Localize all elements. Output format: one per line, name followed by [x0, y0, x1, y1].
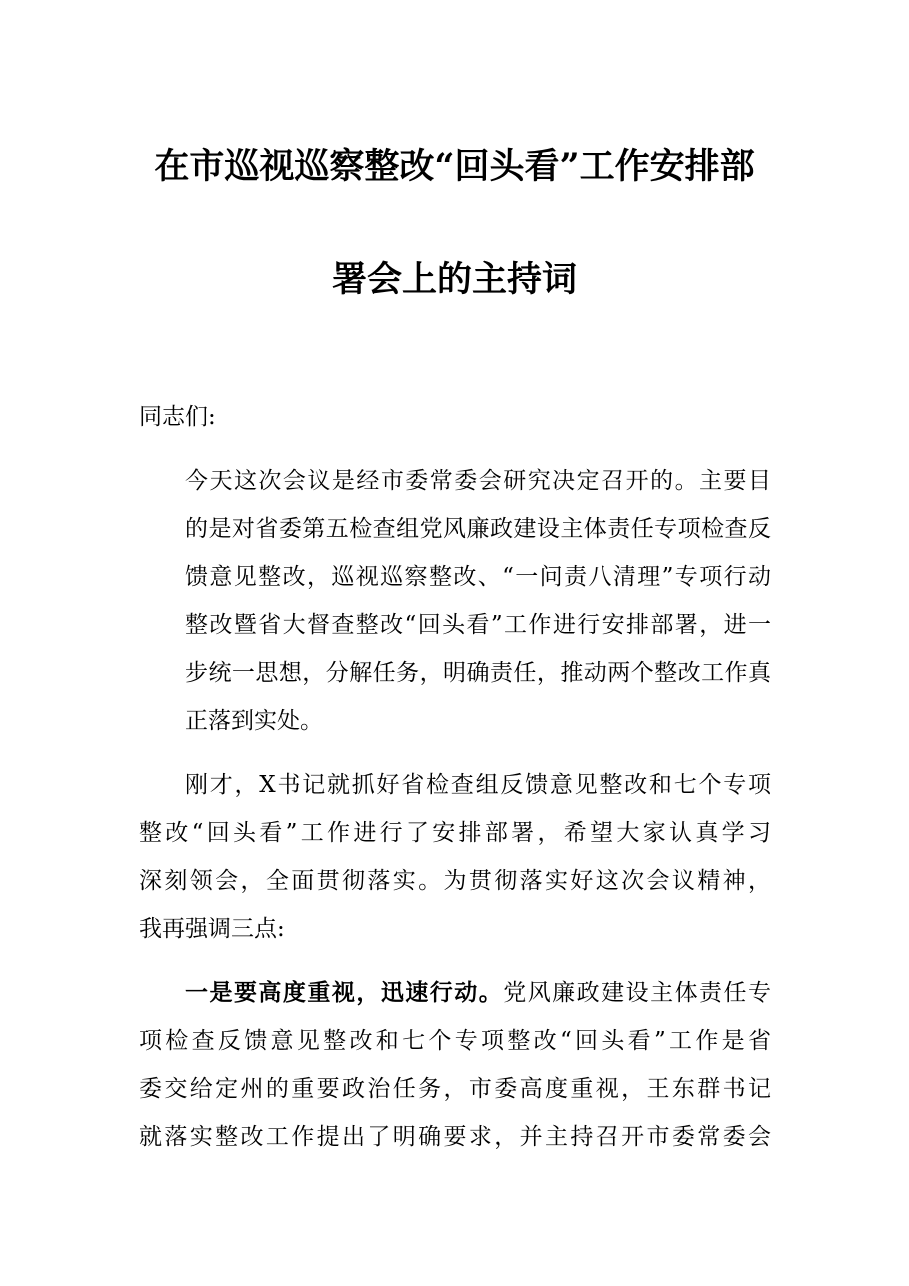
paragraph-line: 的是对省委第五检查组党风廉政建设主体责任专项检查反 — [185, 516, 771, 542]
document-body — [139, 393, 771, 1177]
paragraph-line: 整改“回头看”工作进行了安排部署，希望大家认真学习 — [139, 820, 771, 846]
document-title-line-1: 在市巡视巡察整改“回头看”工作安排部 — [154, 146, 755, 187]
paragraph-line: 今天这次会议是经市委常委会研究决定召开的。主要目 — [185, 468, 771, 494]
paragraph-lead-bold: 一是要高度重视，迅速行动。 — [185, 979, 504, 1006]
paragraph-2 — [139, 761, 771, 953]
paragraph-line: 深刻领会，全面贯彻落实。为贯彻落实好这次会议精神， — [139, 868, 771, 894]
salutation: 同志们: — [139, 404, 216, 430]
paragraph-line: 项检查反馈意见整改和七个专项整改“回头看”工作是省 — [139, 1028, 771, 1054]
paragraph-lead-rest: 党风廉政建设主体责任专 — [503, 980, 772, 1006]
paragraph-line: 馈意见整改，巡视巡察整改、“一问责八清理”专项行动 — [185, 564, 771, 590]
paragraph-line: 委交给定州的重要政治任务，市委高度重视，王东群书记 — [139, 1076, 771, 1102]
paragraph-line: 整改暨省大督查整改“回头看”工作进行安排部署，进一 — [185, 612, 771, 638]
paragraph-line: 我再强调三点: — [139, 916, 285, 942]
paragraph-line: 正落到实处。 — [185, 708, 323, 734]
paragraph-line: 刚才，X书记就抓好省检查组反馈意见整改和七个专项 — [185, 772, 771, 798]
paragraph-1 — [139, 457, 771, 745]
paragraph-line: 步统一思想，分解任务，明确责任，推动两个整改工作真 — [185, 660, 771, 686]
paragraph-3 — [139, 969, 771, 1161]
document-title-line-2: 署会上的主持词 — [331, 259, 577, 300]
paragraph-first-line — [139, 969, 771, 1017]
paragraph-line: 就落实整改工作提出了明确要求，并主持召开市委常委会 — [139, 1124, 771, 1150]
